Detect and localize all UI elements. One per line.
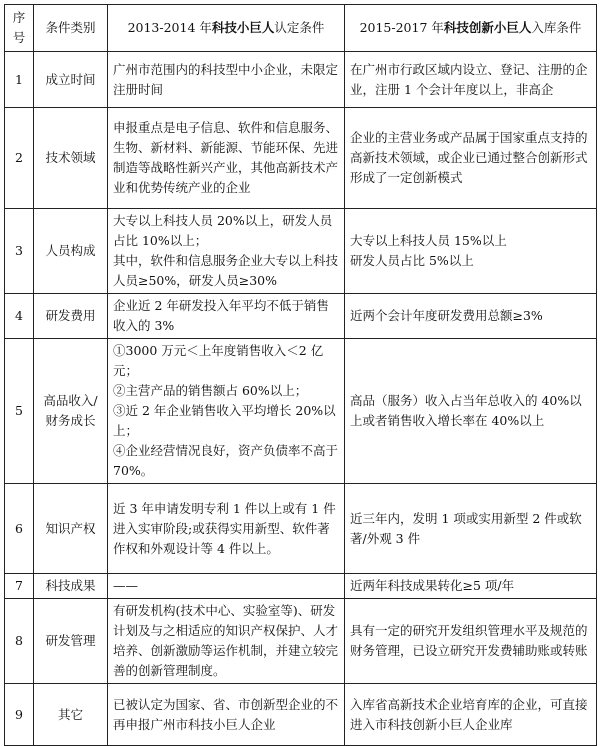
- row-old-criteria: [108, 339, 345, 484]
- row-new-criteria: [345, 209, 597, 294]
- row-category: 技术领域: [34, 108, 108, 209]
- row-new-criteria: [345, 574, 597, 599]
- row-category: 科技成果: [34, 574, 108, 599]
- row-index: 6: [5, 484, 34, 574]
- row-old-criteria: [108, 484, 345, 574]
- criteria-line: 广州市范围内的科技型中小企业，未限定注册时间: [113, 61, 339, 97]
- row-old-criteria: [108, 684, 345, 746]
- header-new-suffix: 入库条件: [531, 20, 582, 35]
- criteria-line: 入库省高新技术企业培育库的企业，可直接进入市科技创新小巨人企业库: [350, 696, 588, 732]
- row-new-criteria: [345, 108, 597, 209]
- row-new-criteria: [345, 684, 597, 746]
- row-category: 研发管理: [34, 599, 108, 684]
- table-row: [5, 294, 597, 339]
- criteria-line: 在广州市行政区域内设立、登记、注册的企业，注册 1 个会计年度以上，非高企: [350, 61, 588, 97]
- row-old-criteria: [108, 209, 345, 294]
- criteria-line: 企业的主营业务或产品属于国家重点支持的高新技术领域，或企业已通过整合创新形式形成了一定创新模式: [350, 130, 588, 185]
- table-row: [5, 484, 597, 574]
- criteria-line: ④企业经营情况良好，资产负债率不高于 70%。: [113, 443, 339, 478]
- row-old-criteria: [108, 574, 345, 599]
- criteria-line: ③近 2 年企业销售收入平均增长 20%以上；: [113, 403, 336, 438]
- table-row: [5, 574, 597, 599]
- row-old-criteria: [108, 108, 345, 209]
- row-old-criteria: [108, 52, 345, 108]
- row-new-criteria: [345, 52, 597, 108]
- row-category: 高品收入/财务成长: [34, 339, 108, 484]
- criteria-line: 近 3 年申请发明专利 1 件以上或有 1 件进入实审阶段;或获得实用新型、软件著作权和外观设计等 4 件以上。: [113, 500, 336, 556]
- row-old-criteria: [108, 294, 345, 339]
- row-index: 8: [5, 599, 34, 684]
- row-index: 4: [5, 294, 34, 339]
- table-row: [5, 599, 597, 684]
- table-body: [5, 52, 597, 746]
- row-category: 人员构成: [34, 209, 108, 294]
- row-new-criteria: [345, 484, 597, 574]
- table-row: [5, 108, 597, 209]
- row-new-criteria: [345, 599, 597, 684]
- header-old-emphasis: 科技小巨人: [211, 20, 275, 35]
- row-index: 9: [5, 684, 34, 746]
- row-new-criteria: [345, 294, 597, 339]
- table-row: [5, 339, 597, 484]
- criteria-line: ——: [113, 578, 138, 593]
- header-new-years: 2015-2017 年: [359, 20, 444, 35]
- header-old-years: 2013-2014 年: [127, 20, 212, 35]
- criteria-line: ①3000 万元＜上年度销售收入＜2 亿元；: [113, 343, 324, 378]
- row-category: 知识产权: [34, 484, 108, 574]
- row-category: 研发费用: [34, 294, 108, 339]
- header-index: 序号: [5, 5, 34, 52]
- table-row: [5, 209, 597, 294]
- criteria-line: 其中，软件和信息服务企业大专以上科技人员≥50%，研发人员≥30%: [113, 253, 339, 288]
- row-new-criteria: [345, 339, 597, 484]
- criteria-line: 具有一定的研究开发组织管理水平及规范的财务管理，已设立研究开发费辅助账或转账: [350, 623, 588, 658]
- header-old-criteria: [108, 5, 345, 52]
- criteria-line: 已被认定为国家、省、市创新型企业的不再申报广州市科技小巨人企业: [113, 696, 339, 732]
- header-old-suffix: 认定条件: [274, 20, 325, 35]
- criteria-line: 研发人员占比 5%以上: [350, 253, 474, 268]
- criteria-line: 有研发机构(技术中心、实验室等)、研发计划及与之相适应的知识产权保护、人才培养、创新激励等运作机制，并建立较完善的创新管理制度。: [113, 603, 339, 678]
- table-header-row: [5, 5, 597, 52]
- header-new-criteria: [345, 5, 597, 52]
- criteria-line: 近两个会计年度研发费用总额≥3%: [350, 308, 543, 323]
- comparison-document: [4, 4, 596, 746]
- criteria-line: ②主营产品的销售额占 60%以上；: [113, 383, 308, 398]
- row-category: 成立时间: [34, 52, 108, 108]
- criteria-line: 申报重点是电子信息、软件和信息服务、生物、新材料、新能源、节能环保、先进制造等战略性新兴产业，其他高新技术产业和优势传统产业的企业: [113, 120, 339, 195]
- criteria-line: 高品（服务）收入占当年总收入的 40%以上或者销售收入增长率在 40%以上: [350, 393, 582, 428]
- header-category: 条件类别: [34, 5, 108, 52]
- criteria-line: 近三年内，发明 1 项或实用新型 2 件或软著/外观 3 件: [350, 510, 582, 546]
- row-index: 3: [5, 209, 34, 294]
- header-new-emphasis: 科技创新小巨人: [443, 20, 532, 35]
- comparison-table: [4, 4, 597, 746]
- row-index: 7: [5, 574, 34, 599]
- table-row: [5, 684, 597, 746]
- row-index: 1: [5, 52, 34, 108]
- criteria-line: 企业近 2 年研发投入年平均不低于销售收入的 3%: [113, 298, 329, 333]
- row-index: 5: [5, 339, 34, 484]
- criteria-line: 大专以上科技人员 20%以上，研发人员占比 10%以上；: [113, 213, 333, 248]
- table-row: [5, 52, 597, 108]
- criteria-line: 大专以上科技人员 15%以上: [350, 233, 507, 248]
- row-index: 2: [5, 108, 34, 209]
- criteria-line: 近两年科技成果转化≥5 项/年: [350, 578, 515, 593]
- row-old-criteria: [108, 599, 345, 684]
- row-category: 其它: [34, 684, 108, 746]
